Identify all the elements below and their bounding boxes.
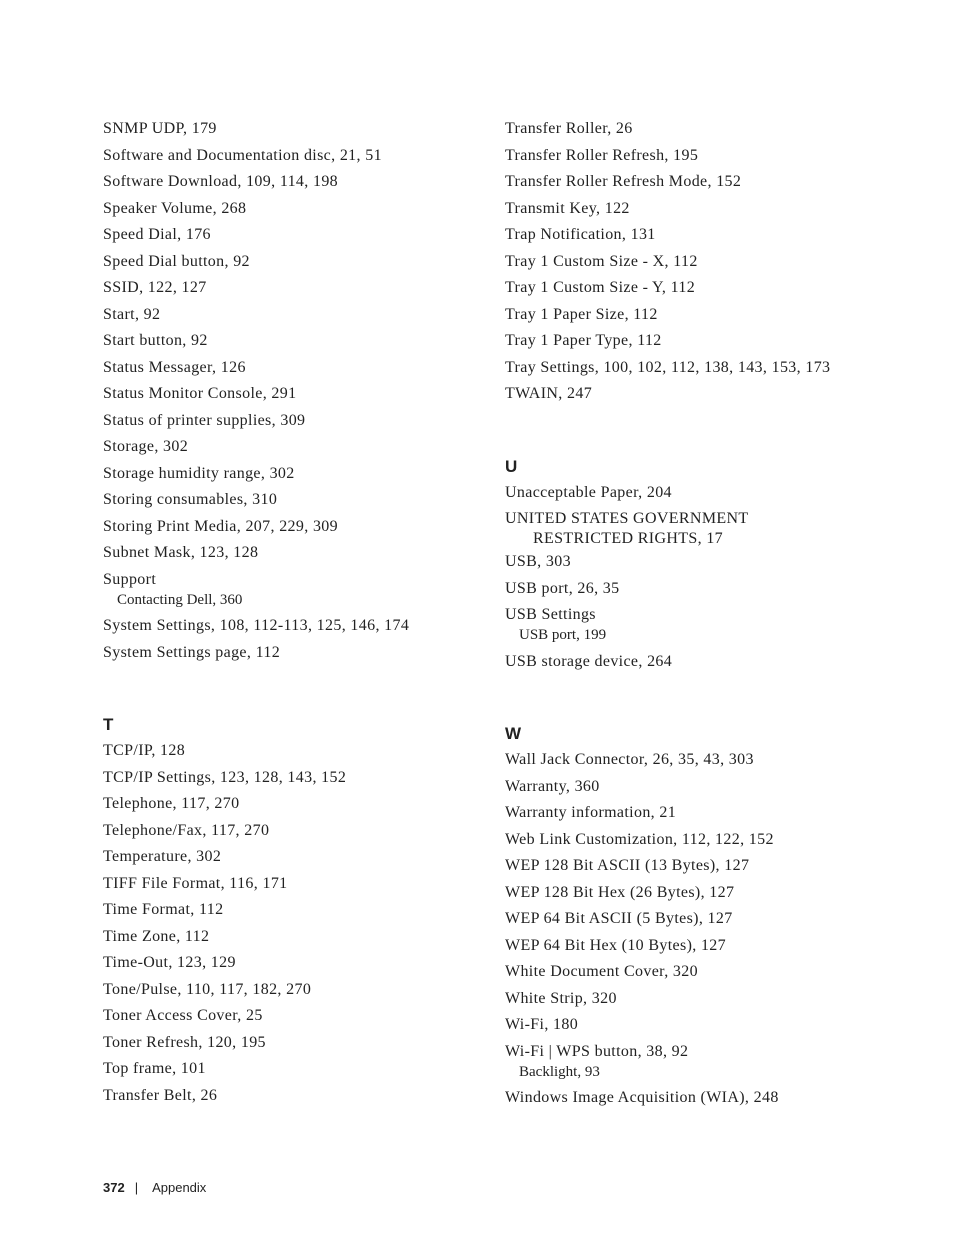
index-entry-continuation: RESTRICTED RIGHTS, 17	[533, 530, 724, 547]
index-entry: Start, 92	[103, 305, 161, 323]
index-entry: Warranty, 360	[505, 777, 600, 795]
index-entry: WEP 128 Bit ASCII (13 Bytes), 127	[505, 857, 750, 874]
index-entry: Windows Image Acquisition (WIA), 248	[505, 1089, 779, 1106]
index-entry: Transfer Belt, 26	[103, 1086, 218, 1104]
index-entry: Storage, 302	[103, 438, 189, 455]
index-entry: System Settings, 108, 112-113, 125, 146, 174	[103, 617, 410, 634]
index-entry: Speaker Volume, 268	[103, 199, 247, 217]
index-column-right	[505, 119, 925, 1115]
index-entry: Telephone, 117, 270	[103, 795, 240, 812]
index-entry: Start button, 92	[103, 332, 208, 349]
index-entry: Speed Dial button, 92	[103, 252, 250, 270]
index-entry: Status Messager, 126	[103, 358, 246, 376]
index-entry: Transfer Roller Refresh Mode, 152	[505, 173, 742, 190]
index-entry: SSID, 122, 127	[103, 279, 207, 296]
index-entry: Toner Refresh, 120, 195	[103, 1033, 266, 1051]
index-entry-us-government	[505, 509, 925, 549]
index-entry-line: UNITED STATES GOVERNMENT	[505, 510, 749, 527]
index-entry: Tray 1 Paper Type, 112	[505, 332, 662, 349]
index-entry: WEP 128 Bit Hex (26 Bytes), 127	[505, 883, 735, 901]
index-entry: Software and Documentation disc, 21, 51	[103, 146, 382, 164]
index-entry: Software Download, 109, 114, 198	[103, 173, 339, 190]
index-entry: Speed Dial, 176	[103, 226, 211, 243]
footer-separator: |	[134, 1180, 139, 1195]
index-entry: Storing Print Media, 207, 229, 309	[103, 517, 339, 535]
index-entry: TWAIN, 247	[505, 385, 593, 402]
index-entry-support	[103, 570, 503, 610]
index-entry: SNMP UDP, 179	[103, 120, 217, 137]
section-name: Appendix	[152, 1180, 207, 1195]
index-entry: Unacceptable Paper, 204	[505, 483, 672, 501]
page-number: 372	[103, 1180, 125, 1195]
index-entry: Tone/Pulse, 110, 117, 182, 270	[103, 980, 312, 998]
index-subentry: Backlight, 93	[519, 1063, 600, 1080]
index-entry: Storage humidity range, 302	[103, 464, 295, 482]
index-subentry: Contacting Dell, 360	[117, 591, 243, 608]
index-entry: Status of printer supplies, 309	[103, 411, 306, 429]
index-entry: Toner Access Cover, 25	[103, 1007, 263, 1024]
index-entry: Tray 1 Custom Size - Y, 112	[505, 279, 696, 296]
index-entry: TCP/IP, 128	[103, 742, 186, 759]
section-letter-u: U	[505, 456, 518, 476]
index-entry: System Settings page, 112	[103, 643, 281, 661]
index-entry: Wi-Fi, 180	[505, 1016, 579, 1033]
index-entry: USB storage device, 264	[505, 652, 673, 670]
index-entry: Warranty information, 21	[505, 804, 677, 821]
index-entry: Temperature, 302	[103, 848, 222, 865]
index-entry: TIFF File Format, 116, 171	[103, 874, 288, 892]
index-entry-main: Wi-Fi | WPS button, 38, 92	[505, 1042, 689, 1060]
index-entry: Transfer Roller, 26	[505, 120, 633, 137]
index-entry: Trap Notification, 131	[505, 226, 656, 243]
index-entry: WEP 64 Bit Hex (10 Bytes), 127	[505, 936, 726, 954]
index-entry: USB, 303	[505, 553, 571, 570]
index-entry: Wall Jack Connector, 26, 35, 43, 303	[505, 751, 754, 768]
index-entry: Storing consumables, 310	[103, 491, 278, 508]
index-subentry: USB port, 199	[519, 627, 607, 643]
index-entry: Time Zone, 112	[103, 927, 210, 945]
section-letter-t: T	[103, 715, 114, 734]
index-entry: WEP 64 Bit ASCII (5 Bytes), 127	[505, 910, 733, 927]
page-footer	[103, 1180, 206, 1195]
index-entry: Web Link Customization, 112, 122, 152	[505, 830, 774, 848]
index-entry: Time Format, 112	[103, 901, 224, 918]
section-letter-w: W	[505, 724, 522, 743]
index-entry-main: Support	[103, 570, 157, 588]
index-entry: Tray Settings, 100, 102, 112, 138, 143, 153, 173	[505, 358, 831, 376]
index-entry: Transmit Key, 122	[505, 199, 630, 217]
index-entry: TCP/IP Settings, 123, 128, 143, 152	[103, 768, 347, 786]
index-entry: Time-Out, 123, 129	[103, 954, 236, 971]
index-entry: Top frame, 101	[103, 1060, 206, 1077]
index-entry: Status Monitor Console, 291	[103, 385, 297, 402]
index-column-left	[103, 119, 503, 1112]
index-entry: White Document Cover, 320	[505, 963, 698, 980]
index-entry: White Strip, 320	[505, 989, 617, 1007]
index-entry-main: USB Settings	[505, 606, 596, 623]
index-entry: Telephone/Fax, 117, 270	[103, 821, 270, 839]
index-entry-wifi-wps	[505, 1042, 925, 1082]
index-entry: Subnet Mask, 123, 128	[103, 544, 259, 561]
index-entry: USB port, 26, 35	[505, 579, 620, 597]
index-entry: Tray 1 Custom Size - X, 112	[505, 252, 698, 270]
index-entry: Tray 1 Paper Size, 112	[505, 305, 658, 323]
index-entry: Transfer Roller Refresh, 195	[505, 146, 699, 164]
index-entry-usb-settings	[505, 605, 925, 645]
